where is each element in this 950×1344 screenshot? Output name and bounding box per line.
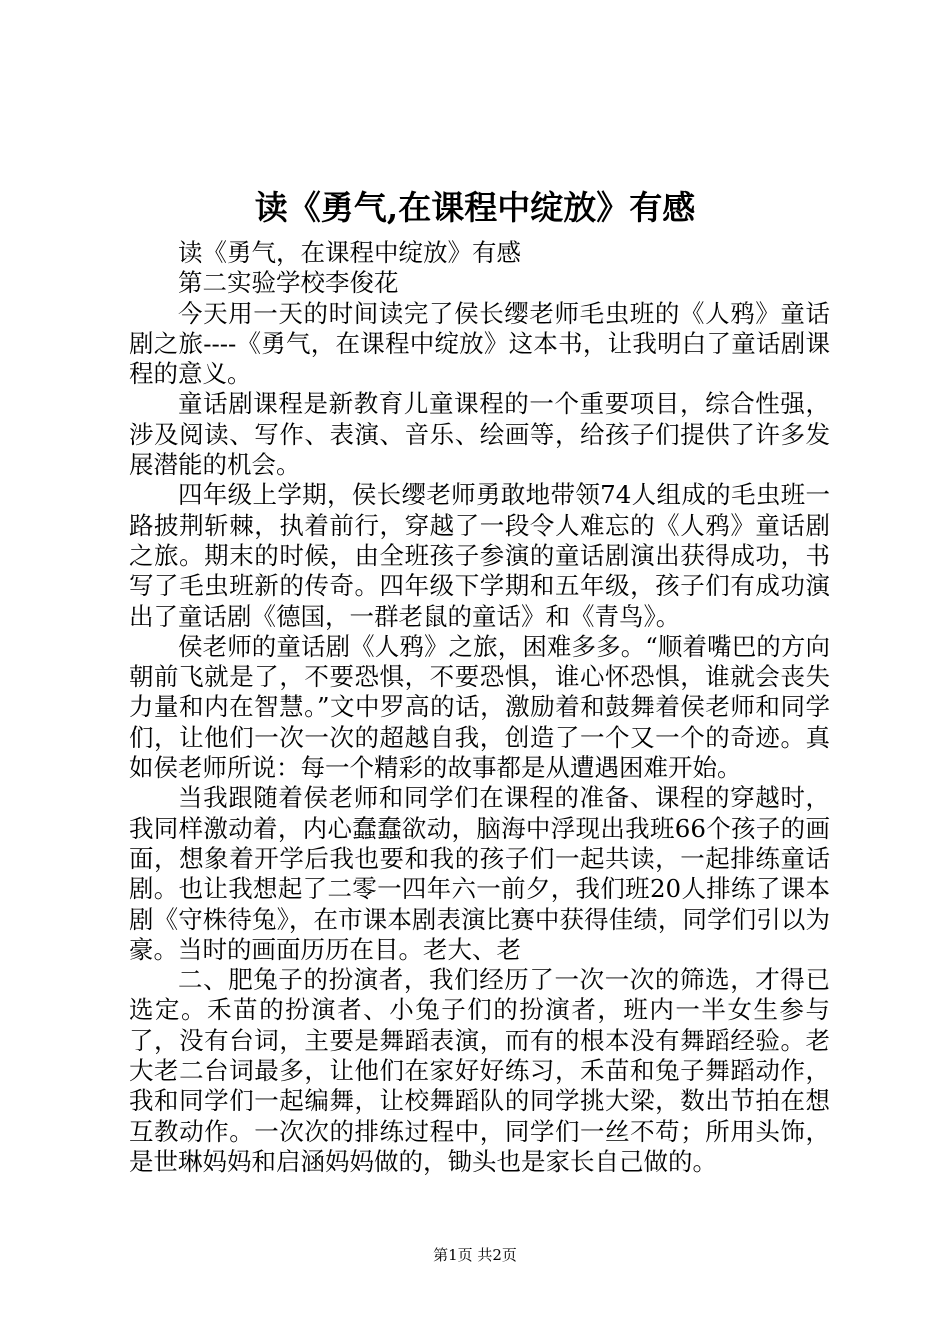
body-paragraph: 四年级上学期，侯长缨老师勇敢地带领74人组成的毛虫班一路披荆斩棘，执着前行，穿越了一段令人难忘的《人鸦》童话剧之旅。期末的时候，由全班孩子参演的童话剧演出获得成功，书写了毛虫班新的传奇。四年级下学期和五年级，孩子们有成功演出了童话剧《德国，一群老鼠的童话》和《青鸟》。	[129, 480, 830, 631]
page-number-footer: 第1页 共2页	[433, 1246, 517, 1264]
body-paragraph: 侯老师的童话剧《人鸦》之旅，困难多多。“顺着嘴巴的方向朝前飞就是了，不要恐惧，不要恐惧，谁心怀恐惧，谁就会丧失力量和内在智慧。”文中罗高的话，激励着和鼓舞着侯老师和同学们，让他们一次一次的超越自我，创造了一个又一个的奇迹。真如侯老师所说：每一个精彩的故事都是从遭遇困难开始。	[129, 631, 830, 783]
document-body	[129, 238, 830, 1177]
body-paragraph: 二、肥兔子的扮演者，我们经历了一次一次的筛选，才得已选定。禾苗的扮演者、小兔子们的扮演者，班内一半女生参与了，没有台词，主要是舞蹈表演，而有的根本没有舞蹈经验。老大老二台词最多，让他们在家好好练习，禾苗和兔子舞蹈动作，我和同学们一起编舞，让校舞蹈队的同学挑大梁，数出节拍在想互教动作。一次次的排练过程中，同学们一丝不苟；所用头饰，是世琳妈妈和启涵妈妈做的，锄头也是家长自己做的。	[129, 965, 830, 1176]
body-paragraph: 今天用一天的时间读完了侯长缨老师毛虫班的《人鸦》童话剧之旅----《勇气，在课程中绽放》这本书，让我明白了童话剧课程的意义。	[129, 298, 830, 389]
body-paragraph: 当我跟随着侯老师和同学们在课程的准备、课程的穿越时，我同样激动着，内心蠢蠢欲动，脑海中浮现出我班66个孩子的画面，想象着开学后我也要和我的孩子们一起共读，一起排练童话剧。也让我想起了二零一四年六一前夕，我们班20人排练了课本剧《守株待兔》，在市课本剧表演比赛中获得佳绩，同学们引以为豪。当时的画面历历在目。老大、老	[129, 783, 830, 964]
subtitle-paragraph: 读《勇气，在课程中绽放》有感	[178, 238, 521, 267]
author-line: 第二实验学校李俊花	[178, 268, 399, 298]
page-title: 读《勇气,在课程中绽放》有感	[254, 188, 696, 227]
body-paragraph: 童话剧课程是新教育儿童课程的一个重要项目，综合性强，涉及阅读、写作、表演、音乐、绘画等，给孩子们提供了许多发展潜能的机会。	[129, 389, 830, 480]
